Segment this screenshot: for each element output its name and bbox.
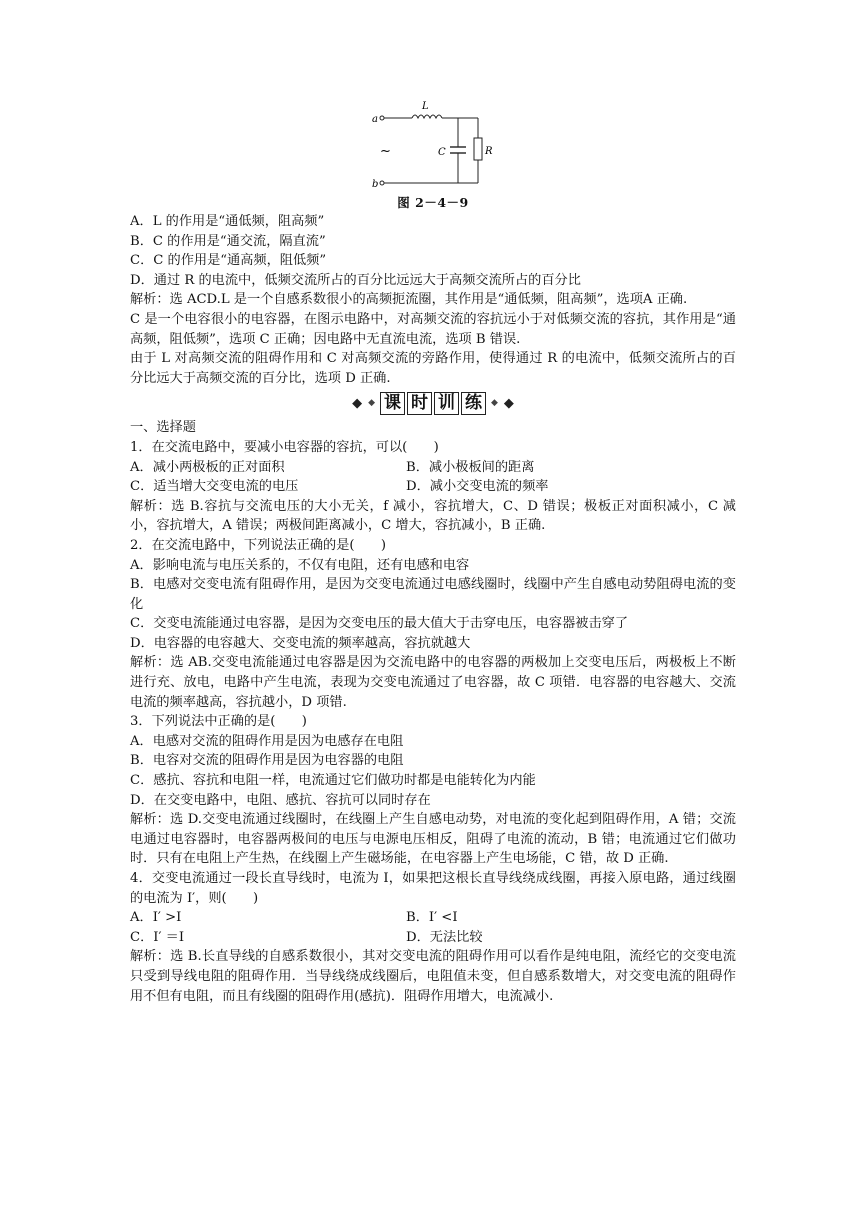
option-b: B．电容对交流的阻碍作用是因为电容器的电阻 <box>130 753 404 769</box>
intro-analysis-paragraph: 解析：选 ACD.L 是一个自感系数很小的高频扼流圈，其作用是“通低频，阻高频”，选项A 正确. <box>130 292 688 308</box>
intro-option-a: A．L 的作用是“通低频，阻高频” <box>130 214 325 229</box>
question-4 <box>130 869 736 1006</box>
small-diamond-icon: ◆ <box>491 397 498 408</box>
question-stem: 1．在交流电路中，要减小电容器的容抗，可以( ) <box>130 439 439 455</box>
intro-option-b: B．C 的作用是“通交流，隔直流” <box>130 233 326 249</box>
option-row <box>130 908 736 928</box>
resistor-label: R <box>485 146 493 157</box>
option-row <box>130 928 736 948</box>
intro-option-c: C．C 的作用是“通高频，阻低频” <box>130 253 327 269</box>
option-d: D．无法比较 <box>406 929 483 945</box>
question-2 <box>130 536 736 712</box>
circuit-figure <box>130 100 736 212</box>
question-stem: 4．交变电流通过一段长直导线时，电流为 I，如果把这根长直导线绕成线圈，再接入原电路，通过线圈的电流为 I′，则( ) <box>130 871 736 906</box>
intro-analysis <box>130 290 736 388</box>
question-analysis: 解析：选 AB.交变电流能通过电容器是因为交流电路中的电容器的两极加上交变电压后，两极板上不断进行充、放电，电路中产生电流，表现为交变电流通过了电容器，故 C 项错．电容器的电容越大、交流电流的频率越高，容抗越小，D 项错. <box>130 655 736 710</box>
small-diamond-icon: ◆ <box>368 397 375 408</box>
terminal-b-label: b <box>372 179 379 190</box>
option-b: B．减小极板间的距离 <box>406 459 535 475</box>
question-1 <box>130 438 736 536</box>
circuit-diagram <box>370 100 500 195</box>
option-b: B．I′ <I <box>406 910 458 926</box>
question-analysis: 解析：选 B.容抗与交流电压的大小无关，f 减小，容抗增大，C、D 错误；极板正对面积减小，C 减小，容抗增大，A 错误；两极间距离减小，C 增大，容抗减小，B 正确. <box>130 498 736 534</box>
banner-char: 练 <box>461 392 486 415</box>
terminal-a-label: a <box>372 114 378 125</box>
intro-option-d: D．通过 R 的电流中，低频交流所占的百分比远远大于高频交流所占的百分比 <box>130 272 581 288</box>
option-a: A．I′ >I <box>130 910 182 926</box>
option-c: C．适当增大交变电流的电压 <box>130 479 299 495</box>
banner-char: 课 <box>380 392 405 415</box>
option-d: D．减小交变电流的频率 <box>406 479 549 495</box>
inductor-symbol <box>412 115 442 118</box>
option-d: D．在交变电路中，电阻、感抗、容抗可以同时存在 <box>130 792 431 808</box>
option-d: D．电容器的电容越大、交变电流的频率越高，容抗就越大 <box>130 635 471 651</box>
document-page <box>130 100 736 1006</box>
section-banner <box>130 389 736 417</box>
question-3 <box>130 712 736 869</box>
banner-char: 时 <box>407 392 432 415</box>
option-a: A．电感对交流的阻碍作用是因为电感存在电阻 <box>130 733 404 749</box>
banner-char: 训 <box>434 392 459 415</box>
resistor-symbol <box>474 138 482 160</box>
option-row <box>130 458 736 478</box>
capacitor-label: C <box>438 147 446 158</box>
question-stem: 2．在交流电路中，下列说法正确的是( ) <box>130 537 387 553</box>
option-row <box>130 477 736 497</box>
option-c: C．感抗、容抗和电阻一样，电流通过它们做功时都是电能转化为内能 <box>130 773 536 789</box>
diamond-icon: ◆ <box>352 395 363 411</box>
question-analysis: 解析：选 D.交变电流通过线圈时，在线圈上产生自感电动势，对电流的变化起到阻碍作用，A 错；交流电通过电容器时，电容器两极间的电压与电源电压相反，阻碍了电流的流动，B 错；电流通过它们做功时．只有在电阻上产生热，在线圈上产生磁场能，在电容器上产生电场能，C 错，故 D 正确. <box>130 812 736 867</box>
option-c: C．交变电流能通过电容器，是因为交变电压的最大值大于击穿电压，电容器被击穿了 <box>130 616 629 632</box>
option-a: A．影响电流与电压关系的，不仅有电阻，还有电感和电容 <box>130 557 470 573</box>
figure-caption: 图 2－4－9 <box>397 195 469 210</box>
option-a: A．减小两极板的正对面积 <box>130 459 285 475</box>
option-b: B．电感对交变电流有阻碍作用，是因为交变电流通过电感线圈时，线圈中产生自感电动势阻碍电流的变化 <box>130 577 736 612</box>
intro-analysis-paragraph: C 是一个电容很小的电容器，在图示电路中，对高频交流的容抗远小于对低频交流的容抗，其作用是“通高频，阻低频”，选项 C 正确；因电路中无直流电流，选项 B 错误. <box>130 311 736 347</box>
intro-analysis-paragraph: 由于 L 对高频交流的阻碍作用和 C 对高频交流的旁路作用，使得通过 R 的电流中，低频交流所占的百分比远大于高频交流的百分比，选项 D 正确. <box>130 351 736 386</box>
question-stem: 3．下列说法中正确的是( ) <box>130 714 307 730</box>
section-title: 一、选择题 <box>130 420 196 436</box>
question-analysis: 解析：选 B.长直导线的自感系数很小，其对交变电流的阻碍作用可以看作是纯电阻，流经它的交变电流只受到导线电阻的阻碍作用．当导线绕成线圈后，电阻值未变，但自感系数增大，对交变电流的阻碍作用不但有电阻，而且有线圈的阻碍作用(感抗)．阻碍作用增大，电流减小. <box>130 949 736 1004</box>
diamond-icon: ◆ <box>503 395 514 411</box>
intro-options <box>130 212 736 290</box>
ac-source-symbol: ~ <box>380 144 391 159</box>
inductor-label: L <box>422 101 429 112</box>
option-c: C．I′ ＝I <box>130 929 185 945</box>
